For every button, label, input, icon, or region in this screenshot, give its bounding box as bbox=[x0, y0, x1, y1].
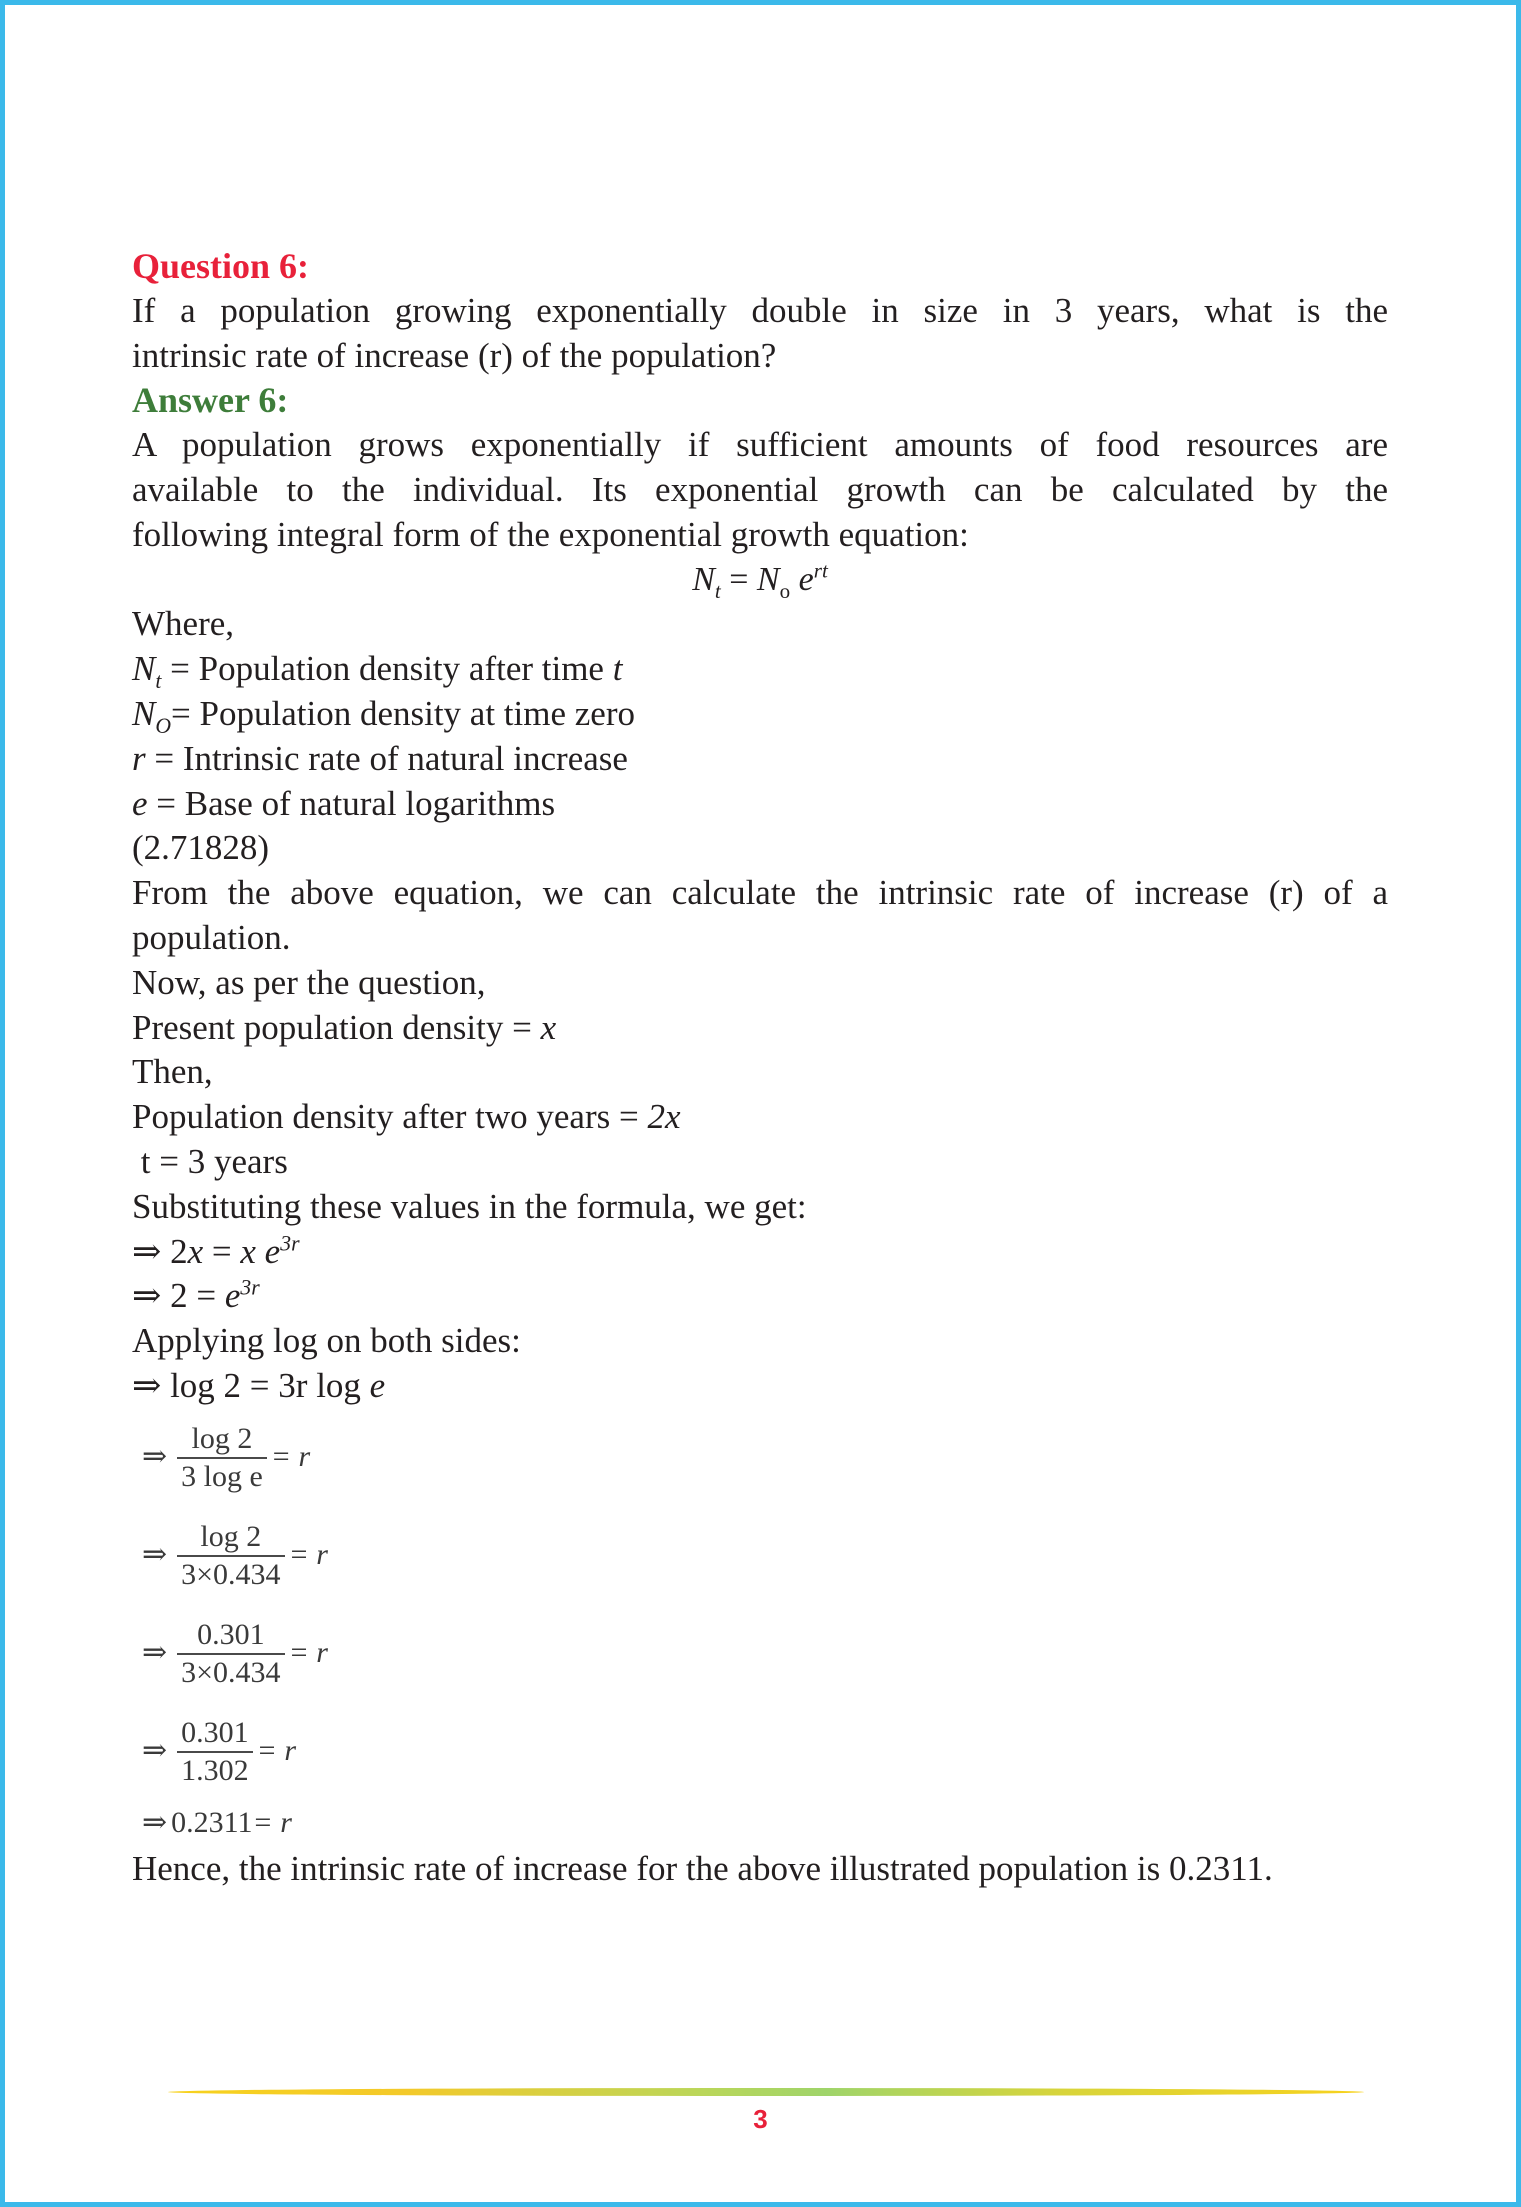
fraction-step-2: ⇒ $\frac{\log 2}{3\times 0.434}$ = r bbox=[142, 1519, 328, 1591]
final-result: ⇒ 0.2311 = r bbox=[132, 1801, 1388, 1847]
numerator: log 2 bbox=[191, 1421, 253, 1455]
substituting-label: Substituting these values in the formula, we get: bbox=[132, 1186, 807, 1226]
denominator: 3×0.434 bbox=[177, 1653, 284, 1691]
implies-icon: ⇒ bbox=[142, 1734, 168, 1768]
definition-nt: $N_t$ = Population density after time t bbox=[132, 649, 623, 694]
where-label: Where, bbox=[132, 604, 235, 644]
calc-line-1: From the above equation, we can calculate the intrinsic rate of increase (r) of a bbox=[132, 873, 1388, 913]
denominator: 3 log e bbox=[177, 1457, 267, 1495]
question-heading: Question 6: bbox=[132, 246, 310, 286]
fraction-step-4: ⇒ $\frac{0.301}{1.302}$ = r bbox=[142, 1715, 297, 1787]
question-text-line-2: intrinsic rate of increase (r) of the population? bbox=[132, 335, 777, 375]
document-content bbox=[132, 244, 1388, 1892]
fraction bbox=[177, 1617, 284, 1691]
then-label: Then, bbox=[132, 1052, 213, 1092]
growth-equation: $N_t = N_o$ $e^{rt}$ bbox=[692, 558, 828, 603]
numerator: 0.301 bbox=[197, 1617, 265, 1651]
definition-e: e = Base of natural logarithms bbox=[132, 783, 556, 823]
implies-icon: ⇒ bbox=[142, 1538, 168, 1572]
fraction-step-1: ⇒ $\frac{\log 2}{\text{3 log e}}$ = r bbox=[142, 1421, 311, 1493]
log-step: ⇒ log 2 = 3r log e bbox=[132, 1365, 386, 1405]
eq-lhs: N bbox=[692, 560, 715, 598]
implies-icon: ⇒ bbox=[142, 1440, 168, 1474]
numerator: 0.301 bbox=[181, 1715, 249, 1749]
implies-icon: ⇒ bbox=[142, 1636, 168, 1670]
step-2: ⇒ $2 = e^{3r}$ bbox=[132, 1275, 260, 1316]
calc-line-2: population. bbox=[132, 917, 291, 957]
footer-divider bbox=[168, 2088, 1364, 2096]
denominator: 3×0.434 bbox=[177, 1555, 284, 1593]
denominator: 1.302 bbox=[177, 1751, 253, 1789]
eq-rhs: N bbox=[756, 560, 780, 598]
page-number: 3 bbox=[753, 2104, 768, 2134]
now-label: Now, as per the question, bbox=[132, 962, 486, 1002]
fraction bbox=[177, 1715, 253, 1789]
definition-r: r = Intrinsic rate of natural increase bbox=[132, 738, 628, 778]
implies-icon: ⇒ bbox=[132, 1231, 162, 1271]
time-value: t = 3 years bbox=[132, 1141, 288, 1181]
implies-icon: ⇒ bbox=[132, 1276, 162, 1316]
fraction bbox=[177, 1421, 267, 1495]
fraction bbox=[177, 1519, 284, 1593]
after-density: Population density after two years = 2x bbox=[132, 1097, 681, 1137]
final-value: 0.2311 bbox=[171, 1806, 253, 1840]
present-density: Present population density = x bbox=[132, 1007, 557, 1047]
definition-no: $N_O=$ Population density at time zero bbox=[132, 693, 635, 738]
answer-intro-line-1: A population grows exponentially if sufficient amounts of food resources are bbox=[132, 425, 1388, 465]
implies-icon: ⇒ bbox=[142, 1806, 168, 1840]
answer-intro-line-3: following integral form of the exponential growth equation: bbox=[132, 514, 969, 554]
conclusion: Hence, the intrinsic rate of increase for the above illustrated population is 0.2311. bbox=[132, 1848, 1273, 1888]
numerator: log 2 bbox=[200, 1519, 262, 1553]
fraction-step-3: ⇒ $\frac{0.301}{3\times 0.434}$ = r bbox=[142, 1617, 328, 1689]
answer-intro-line-2: available to the individual. Its exponential growth can be calculated by the bbox=[132, 469, 1388, 509]
step-1: ⇒ 2x = x $e^{3r}$ bbox=[132, 1230, 300, 1271]
answer-heading: Answer 6: bbox=[132, 380, 289, 421]
e-value: (2.71828) bbox=[132, 828, 270, 868]
question-text-line-1: If a population growing exponentially double in size in 3 years, what is the bbox=[132, 290, 1388, 330]
implies-icon: ⇒ bbox=[132, 1365, 162, 1405]
applying-label: Applying log on both sides: bbox=[132, 1321, 521, 1361]
